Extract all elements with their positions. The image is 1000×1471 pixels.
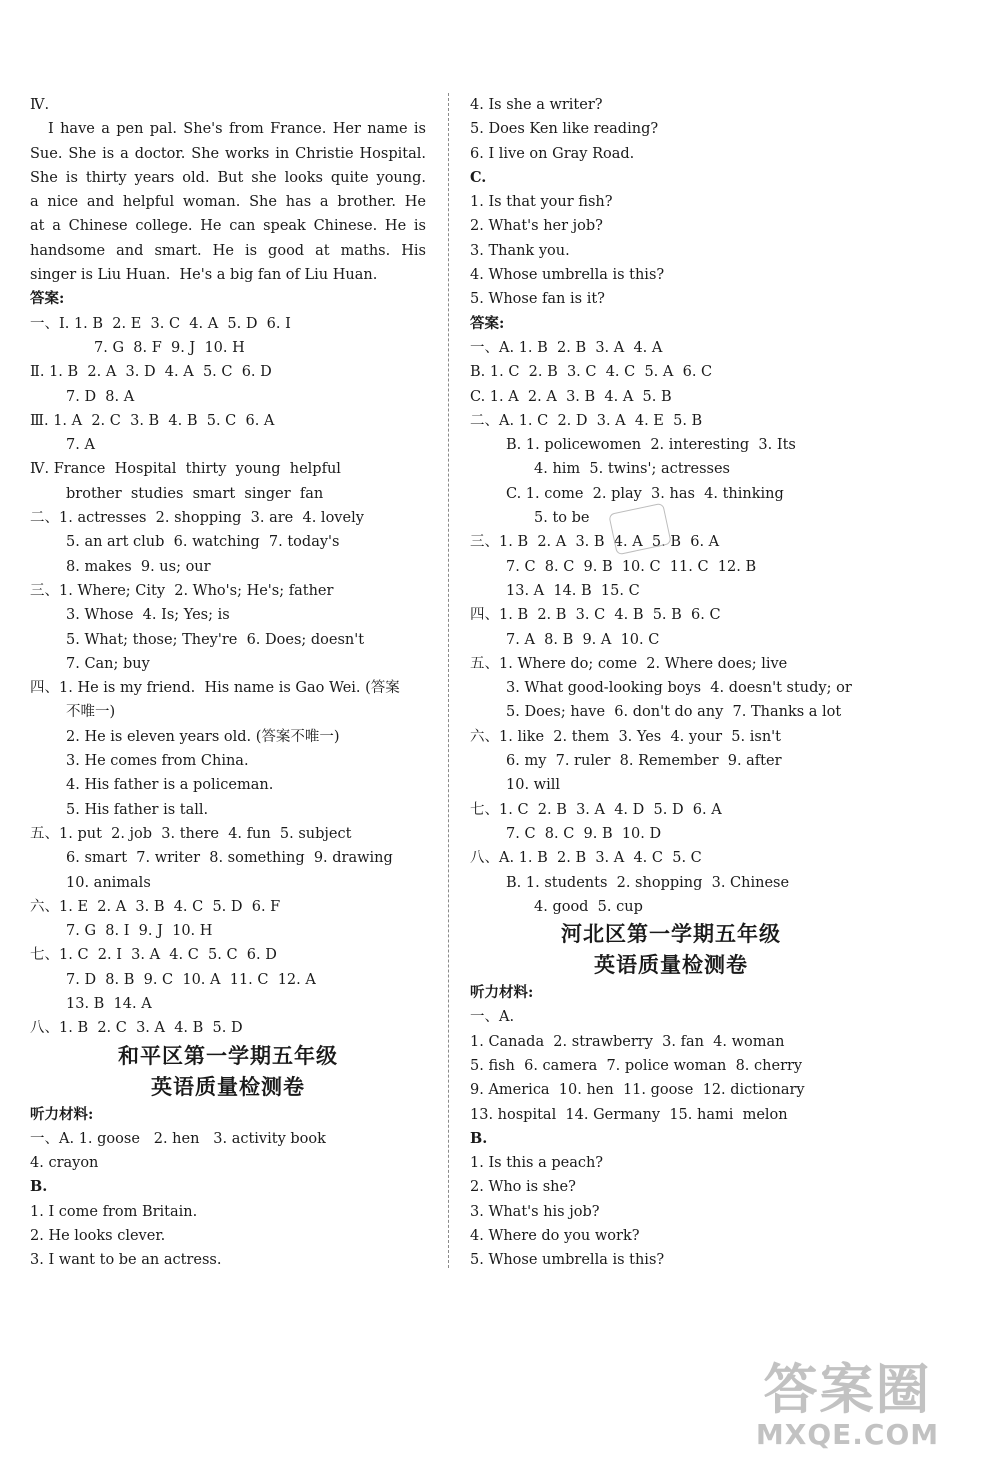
text-line: a nice and helpful woman. She has a brother. He: [30, 194, 426, 211]
text-line: 一、A. 1. B 2. B 3. A 4. A: [470, 339, 663, 356]
text-line: 五、1. put 2. job 3. there 4. fun 5. subject: [30, 825, 352, 842]
text-line: 5. His father is tall.: [66, 801, 209, 818]
text-line: 7. A 8. B 9. A 10. C: [506, 631, 660, 648]
section-heading: 英语质量检测卷: [151, 1074, 305, 1099]
section-heading: 和平区第一学期五年级: [118, 1043, 338, 1068]
text-line: 7. C 8. C 9. B 10. D: [506, 825, 662, 842]
text-line: 5. Does; have 6. don't do any 7. Thanks a lot: [506, 704, 842, 721]
section-heading: 英语质量检测卷: [594, 953, 748, 978]
text-line: 4. Where do you work?: [470, 1228, 640, 1245]
text-line: 5. Does Ken like reading?: [470, 121, 659, 138]
text-line: Ⅱ. 1. B 2. A 3. D 4. A 5. C 6. D: [30, 364, 272, 381]
text-line: 3. He comes from China.: [66, 753, 249, 770]
text-line: Ⅲ. 1. A 2. C 3. B 4. B 5. C 6. A: [30, 412, 275, 429]
watermark-sub-text: MXQE.COM: [755, 1418, 940, 1451]
text-line: 七、1. C 2. I 3. A 4. C 5. C 6. D: [30, 947, 277, 964]
watermark-main-text: 答案圈: [763, 1358, 932, 1421]
text-line: handsome and smart. He is good at maths. His: [30, 242, 426, 259]
text-line: 3. What's his job?: [470, 1203, 600, 1220]
text-line: 八、A. 1. B 2. B 3. A 4. C 5. C: [470, 850, 702, 867]
text-line: 3. Whose 4. Is; Yes; is: [66, 607, 230, 624]
left-column: [30, 93, 426, 1273]
text-line: 4. Is she a writer?: [470, 97, 603, 113]
text-line: 9. America 10. hen 11. goose 12. dictionary: [470, 1082, 805, 1099]
text-line: 4. him 5. twins'; actresses: [534, 461, 730, 478]
text-line: 六、1. E 2. A 3. B 4. C 5. D 6. F: [30, 898, 281, 915]
text-line: 7. A: [66, 437, 95, 454]
text-line: 10. will: [506, 777, 560, 794]
text-line: 二、A. 1. C 2. D 3. A 4. E 5. B: [470, 412, 703, 429]
text-line: 3. Thank you.: [470, 242, 570, 259]
text-line: 7. G 8. I 9. J 10. H: [66, 923, 213, 940]
text-line: 5. What; those; They're 6. Does; doesn't: [66, 631, 365, 648]
text-line: 1. Is that your fish?: [470, 194, 613, 211]
text-line: She is thirty years old. But she looks quite young.: [30, 169, 426, 186]
text-line: 5. Whose umbrella is this?: [470, 1252, 665, 1269]
text-line: 四、1. B 2. B 3. C 4. B 5. B 6. C: [470, 607, 721, 624]
text-line: 7. D 8. A: [66, 388, 135, 405]
text-line: 13. A 14. B 15. C: [506, 582, 640, 599]
text-line: 5. to be: [534, 510, 590, 527]
section-label: 听力材料:: [470, 984, 534, 1002]
text-line: 10. animals: [66, 874, 151, 891]
text-line: 五、1. Where do; come 2. Where does; live: [470, 655, 788, 672]
text-line: 4. crayon: [30, 1155, 99, 1172]
text-line: 4. Whose umbrella is this?: [470, 267, 665, 284]
text-line: 1. Canada 2. strawberry 3. fan 4. woman: [470, 1033, 785, 1050]
text-line: at a Chinese college. He can speak Chinese. He is: [30, 218, 426, 235]
text-line: 6. smart 7. writer 8. something 9. drawing: [66, 850, 393, 867]
text-line: 2. He is eleven years old. (答案不唯一): [66, 728, 340, 745]
text-line: 4. good 5. cup: [534, 898, 643, 915]
text-line: 6. my 7. ruler 8. Remember 9. after: [506, 753, 782, 770]
text-line: 1. I come from Britain.: [30, 1203, 198, 1220]
watermark-logo: [735, 1360, 960, 1455]
text-line: 5. fish 6. camera 7. police woman 8. cherry: [470, 1057, 803, 1074]
right-column: [470, 93, 872, 1273]
text-line: B. 1. C 2. B 3. C 4. C 5. A 6. C: [470, 364, 713, 381]
section-label: 答案:: [30, 290, 65, 308]
text-line: 7. Can; buy: [66, 655, 150, 672]
text-line: 1. Is this a peach?: [470, 1155, 604, 1172]
text-line: 六、1. like 2. them 3. Yes 4. your 5. isn't: [470, 728, 781, 745]
text-line: Ⅳ. France Hospital thirty young helpful: [30, 461, 341, 478]
text-line: Sue. She is a doctor. She works in Christie Hospital.: [30, 145, 426, 162]
text-line: 七、1. C 2. B 3. A 4. D 5. D 6. A: [470, 801, 722, 818]
text-line: 三、1. Where; City 2. Who's; He's; father: [30, 582, 334, 599]
text-line: Ⅳ.: [30, 97, 50, 113]
text-line: 2. What's her job?: [470, 218, 603, 235]
text-line: 5. an art club 6. watching 7. today's: [66, 534, 340, 551]
text-line: 八、1. B 2. C 3. A 4. B 5. D: [30, 1020, 243, 1037]
text-line: 6. I live on Gray Road.: [470, 145, 635, 162]
text-line: 8. makes 9. us; our: [66, 558, 211, 575]
section-label: 答案:: [470, 314, 505, 332]
text-line: 2. Who is she?: [470, 1179, 576, 1196]
text-line: 一、A.: [470, 1009, 515, 1026]
text-line: 7. D 8. B 9. C 10. A 11. C 12. A: [66, 971, 316, 988]
section-heading: 河北区第一学期五年级: [561, 922, 781, 947]
text-line: B. 1. policewomen 2. interesting 3. Its: [506, 437, 796, 454]
text-line: 一、A. 1. goose 2. hen 3. activity book: [30, 1130, 326, 1147]
column-divider: [448, 93, 449, 1268]
section-label: B.: [470, 1129, 488, 1147]
text-line: C. 1. A 2. A 3. B 4. A 5. B: [470, 388, 672, 405]
text-line: 4. His father is a policeman.: [66, 777, 274, 794]
text-line: 7. C 8. C 9. B 10. C 11. C 12. B: [506, 558, 757, 575]
text-line: I have a pen pal. She's from France. Her name is: [48, 121, 426, 138]
text-line: 一、Ⅰ. 1. B 2. E 3. C 4. A 5. D 6. I: [30, 315, 291, 332]
section-label: 听力材料:: [30, 1105, 94, 1123]
text-line: 13. hospital 14. Germany 15. hami melon: [470, 1106, 788, 1123]
text-line: B. 1. students 2. shopping 3. Chinese: [506, 874, 790, 891]
text-line: 3. What good-looking boys 4. doesn't study; or: [506, 680, 852, 697]
text-line: 7. G 8. F 9. J 10. H: [94, 339, 245, 356]
text-line: singer is Liu Huan. He's a big fan of Liu Huan.: [30, 267, 378, 284]
text-line: 3. I want to be an actress.: [30, 1252, 222, 1269]
section-label: C.: [470, 168, 487, 186]
text-line: brother studies smart singer fan: [66, 485, 324, 502]
text-line: 二、1. actresses 2. shopping 3. are 4. lovely: [30, 510, 364, 527]
text-line: 13. B 14. A: [66, 995, 152, 1012]
text-line: 2. He looks clever.: [30, 1228, 166, 1245]
text-line: 不唯一): [66, 704, 116, 721]
text-line: 四、1. He is my friend. His name is Gao Wei. (答案: [30, 680, 400, 697]
text-line: 三、1. B 2. A 3. B 4. A 5. B 6. A: [470, 534, 720, 551]
text-line: 5. Whose fan is it?: [470, 291, 605, 308]
text-line: C. 1. come 2. play 3. has 4. thinking: [506, 485, 784, 502]
section-label: B.: [30, 1178, 48, 1196]
